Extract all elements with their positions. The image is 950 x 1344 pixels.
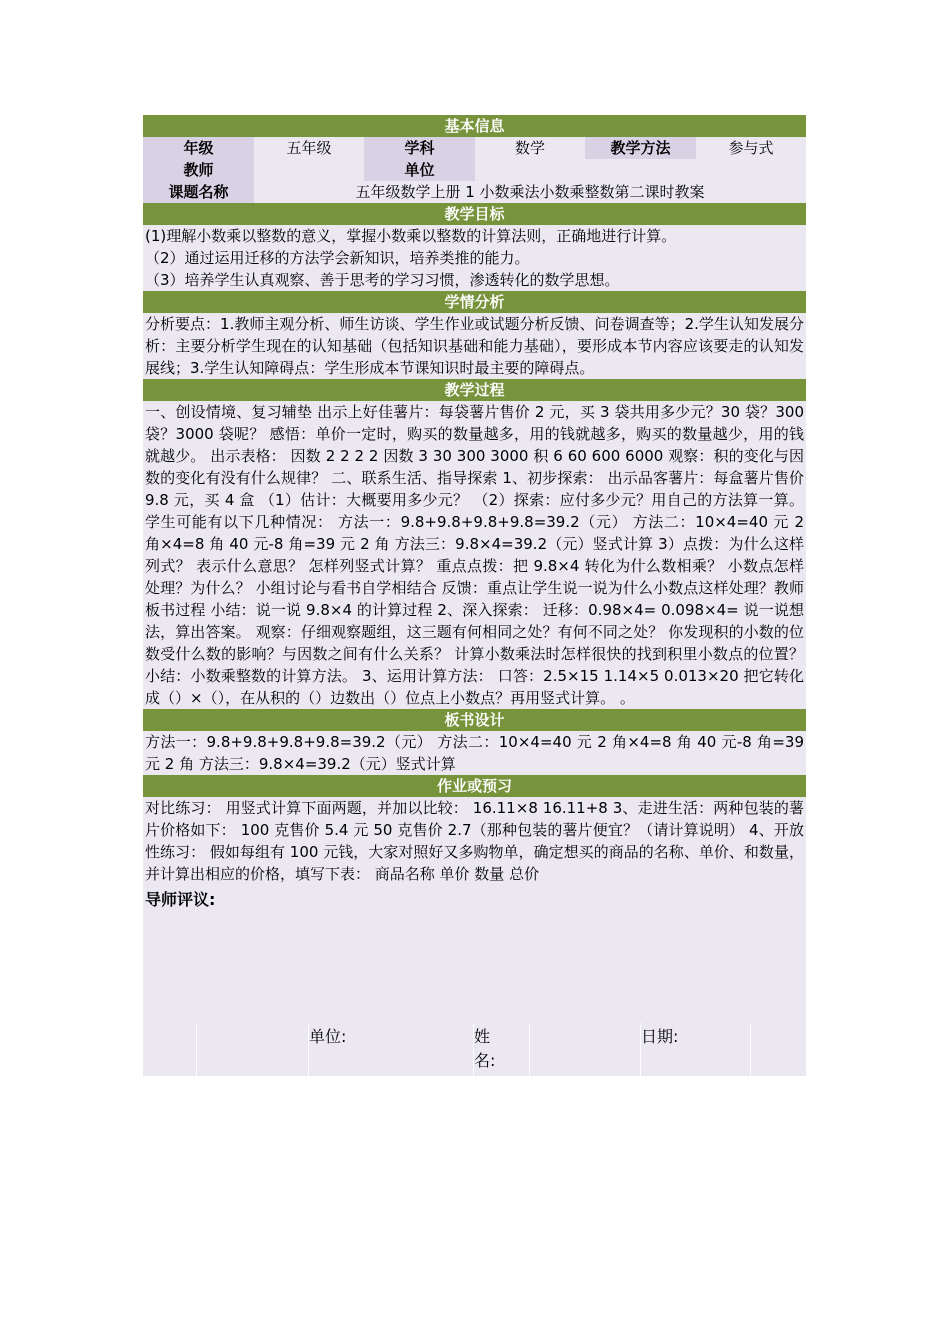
mentor-review-title: 导师评议: (145, 890, 216, 909)
signature-row (143, 1023, 806, 1076)
info-row-teacher (143, 159, 806, 181)
analysis-text: 分析要点：1.教师主观分析、师生访谈、学生作业或试题分析反馈、问卷调查等；2.学生认知发展分析：主要分析学生现在的认知基础（包括知识基础和能力基础），要形成本节内容应该要走的认知发展线；3.学生认知障碍点：学生形成本节课知识时最主要的障碍点。 (145, 315, 804, 377)
section-header-analysis: 学情分析 (143, 291, 806, 313)
goals-block (143, 225, 806, 291)
info-row-grade (143, 137, 806, 159)
goal-item: （2）通过运用迁移的方法学会新知识，培养类推的能力。 (145, 249, 530, 267)
teacher-label: 教师 (143, 159, 254, 181)
process-text: 一、创设情境、复习辅垫 出示上好佳薯片：每袋薯片售价 2 元，买 3 袋共用多少元？30 袋？300 袋？3000 袋呢？ 感悟：单价一定时，购买的数量越多，用的钱就越多，购买的数量越少，用的钱就越少。 出示表格： 因数 2 2 2 2 因数 3 30 300 3000 积 6 60 600 6000 观察：积的变化与因数的变化有没有什么规律？ 二、联系生活、指导探索 1、初步探索： 出示品客薯片：每盒薯片售价 9.8 元，买 4 盒 （1）估计：大概要用多少元？ （2）探索：应付多少元？用自己的方法算一算。 学生可能有以下几种情况： 方法一：9.8+9.8+9.8+9.8=39.2（元） 方法二：10×4=40 元 2 角×4=8 角 40 元-8 角=39 元 2 角 方法三：9.8×4=39.2（元）竖式计算 3）点拨：为什么这样列式？ 表示什么意思？ 怎样列竖式计算？ 重点点拨：把 9.8×4 转化为什么数相乘？ 小数点怎样处理？为什么？ 小组讨论与看书自学相结合 反馈：重点让学生说一说为什么小数点这样处理？教师板书过程 小结：说一说 9.8×4 的计算过程 2、深入探索： 迁移：0.98×4= 0.098×4= 说一说想法，算出答案。 观察：仔细观察题组，这三题有何相同之处？有何不同之处？ 你发现积的小数的位数受什么数的影响？与因数之间有什么关系？ 计算小数乘法时怎样很快的找到积里小数点的位置？ 小结：小数乘整数的计算方法。 3、运用计算方法： 口答：2.5×15 1.14×5 0.013×20 把它转化成（）×（），在从积的（）边数出（）位点上小数点？再用竖式计算。 。 (145, 403, 804, 707)
method-label: 教学方法 (585, 137, 696, 159)
subject-value: 数学 (475, 137, 585, 159)
section-header-homework: 作业或预习 (143, 775, 806, 797)
goal-item: (1)理解小数乘以整数的意义，掌握小数乘以整数的计算法则，正确地进行计算。 (145, 227, 677, 245)
grade-value: 五年级 (254, 137, 364, 159)
board-text: 方法一：9.8+9.8+9.8+9.8=39.2（元） 方法二：10×4=40 元 2 角×4=8 角 40 元-8 角=39 元 2 角 方法三：9.8×4=39.2（元）竖式计算 (145, 733, 804, 773)
signature-cell-empty (751, 1023, 806, 1076)
lesson-title-value: 五年级数学上册 1 小数乘法小数乘整数第二课时教案 (254, 181, 806, 203)
lesson-title-label: 课题名称 (143, 181, 254, 203)
section-header-basic-info: 基本信息 (143, 115, 806, 137)
subject-label: 学科 (364, 137, 475, 159)
lesson-plan-table (143, 115, 806, 1076)
signature-name-label: 姓名: (474, 1023, 530, 1076)
grade-label: 年级 (143, 137, 254, 159)
method-value: 参与式 (696, 137, 806, 159)
section-header-goals: 教学目标 (143, 203, 806, 225)
teacher-value (254, 159, 364, 181)
signature-unit-label: 单位: (309, 1023, 474, 1076)
unit-value (475, 159, 806, 181)
mentor-review-area (143, 885, 806, 1023)
section-header-board: 板书设计 (143, 709, 806, 731)
signature-cell-empty (530, 1023, 641, 1076)
signature-cell-empty (143, 1023, 197, 1076)
signature-date-label: 日期: (641, 1023, 751, 1076)
section-header-process: 教学过程 (143, 379, 806, 401)
homework-text: 对比练习： 用竖式计算下面两题，并加以比较： 16.11×8 16.11+8 3、走进生活：两种包装的薯片价格如下： 100 克售价 5.4 元 50 克售价 2.7（那种包装的薯片便宜？（请计算说明） 4、开放性练习： 假如每组有 100 元钱，大家对照好又多购物单，确定想买的商品的名称、单价、和数量，并计算出相应的价格，填写下表： 商品名称 单价 数量 总价 (145, 799, 804, 883)
unit-label: 单位 (364, 159, 475, 181)
info-row-title (143, 181, 806, 203)
signature-cell-empty (197, 1023, 309, 1076)
goal-item: （3）培养学生认真观察、善于思考的学习习惯，渗透转化的数学思想。 (145, 271, 620, 289)
